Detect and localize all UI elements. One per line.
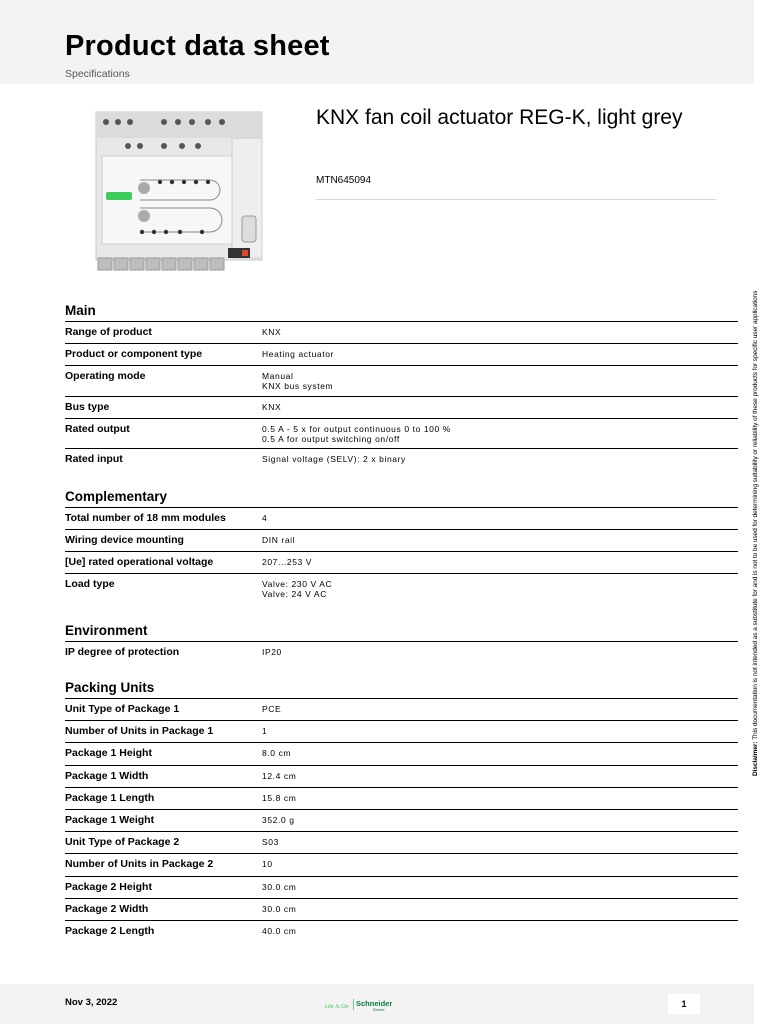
- spec-row: [65, 721, 738, 743]
- spec-label: Unit Type of Package 2: [65, 836, 180, 849]
- section-packing-units: [65, 678, 738, 943]
- spec-label: Package 2 Width: [65, 902, 149, 915]
- spec-label: Package 1 Width: [65, 769, 149, 782]
- spec-row: [65, 854, 738, 876]
- spec-value: KNX: [262, 327, 282, 337]
- spec-value: 207...253 V: [262, 557, 313, 567]
- spec-row: [65, 766, 738, 788]
- spec-label: IP degree of protection: [65, 646, 180, 658]
- svg-text:Schneider: Schneider: [356, 999, 393, 1008]
- spec-row: [65, 743, 738, 765]
- spec-label: Package 1 Weight: [65, 813, 155, 826]
- spec-row: [65, 810, 738, 832]
- spec-label: [Ue] rated operational voltage: [65, 556, 214, 568]
- spec-value: IP20: [262, 647, 282, 657]
- spec-row: [65, 344, 738, 366]
- spec-value: S03: [262, 837, 279, 848]
- spec-row: [65, 574, 738, 604]
- spec-row: [65, 322, 738, 344]
- divider: [316, 199, 716, 200]
- svg-text:Life Is On: Life Is On: [325, 1004, 349, 1010]
- spec-label: Package 2 Length: [65, 924, 155, 937]
- schneider-logo-icon: [325, 997, 405, 1013]
- page-subtitle: Specifications: [65, 68, 130, 80]
- spec-value: 10: [262, 859, 273, 870]
- spec-value: 1: [262, 726, 268, 737]
- spec-label: Number of Units in Package 1: [65, 725, 214, 738]
- product-name: KNX fan coil actuator REG-K, light grey: [316, 106, 683, 129]
- spec-row: [65, 530, 738, 552]
- spec-row: [65, 642, 738, 664]
- spec-label: Load type: [65, 578, 115, 590]
- spec-value: DIN rail: [262, 535, 296, 545]
- section-environment: [65, 621, 738, 664]
- disclaimer-text: This documentation is not intended as a substitute for and is not to be used for determining suitability or reliability of these products for specific user applications: [752, 290, 759, 740]
- spec-value: 352.0 g: [262, 814, 295, 825]
- section-main: [65, 301, 738, 471]
- section-title: Packing Units: [65, 678, 738, 699]
- spec-label: Range of product: [65, 326, 152, 338]
- spec-value: 30.0 cm: [262, 881, 297, 892]
- spec-label: Number of Units in Package 2: [65, 858, 214, 871]
- section-title: Environment: [65, 621, 738, 642]
- spec-value: Heating actuator: [262, 349, 334, 359]
- spec-value: 4: [262, 513, 268, 523]
- spec-value: 0.5 A - 5 x for output continuous 0 to 100 % 0.5 A for output switching on/off: [262, 424, 451, 444]
- spec-label: Wiring device mounting: [65, 534, 184, 546]
- spec-value: 15.8 cm: [262, 792, 297, 803]
- product-reference: MTN645094: [316, 175, 372, 186]
- spec-value: Manual KNX bus system: [262, 371, 334, 391]
- spec-row: [65, 832, 738, 854]
- disclaimer-label: Disclaimer:: [752, 741, 759, 776]
- spec-value: 8.0 cm: [262, 748, 292, 759]
- spec-row: [65, 552, 738, 574]
- spec-row: [65, 419, 738, 449]
- spec-label: Package 1 Height: [65, 747, 152, 760]
- spec-row: [65, 899, 738, 921]
- spec-value: KNX: [262, 402, 282, 412]
- page-number: 1: [668, 994, 700, 1014]
- spec-label: Bus type: [65, 401, 110, 413]
- spec-value: Signal voltage (SELV): 2 x binary: [262, 454, 406, 464]
- section-title: Complementary: [65, 487, 738, 508]
- spec-value: 40.0 cm: [262, 925, 297, 936]
- svg-text:Electric: Electric: [373, 1008, 385, 1012]
- spec-label: Package 1 Length: [65, 791, 155, 804]
- section-complementary: [65, 487, 738, 604]
- spec-label: Total number of 18 mm modules: [65, 512, 226, 524]
- spec-row: [65, 449, 738, 471]
- spec-value: Valve: 230 V AC Valve: 24 V AC: [262, 579, 333, 599]
- spec-value: 30.0 cm: [262, 903, 297, 914]
- spec-label: Unit Type of Package 1: [65, 703, 180, 715]
- spec-row: [65, 788, 738, 810]
- spec-value: PCE: [262, 704, 282, 714]
- spec-label: Package 2 Height: [65, 880, 152, 893]
- spec-label: Product or component type: [65, 348, 203, 360]
- spec-row: [65, 397, 738, 419]
- product-image: [92, 108, 270, 272]
- disclaimer: [752, 290, 759, 776]
- spec-row: [65, 366, 738, 397]
- page-title: Product data sheet: [65, 30, 330, 62]
- spec-row: [65, 699, 738, 721]
- spec-row: [65, 508, 738, 530]
- spec-label: Rated output: [65, 423, 130, 435]
- spec-row: [65, 877, 738, 899]
- spec-row: [65, 921, 738, 943]
- spec-label: Operating mode: [65, 370, 146, 382]
- spec-label: Rated input: [65, 453, 123, 465]
- footer-date: Nov 3, 2022: [65, 997, 118, 1008]
- section-title: Main: [65, 301, 738, 322]
- spec-value: 12.4 cm: [262, 770, 297, 781]
